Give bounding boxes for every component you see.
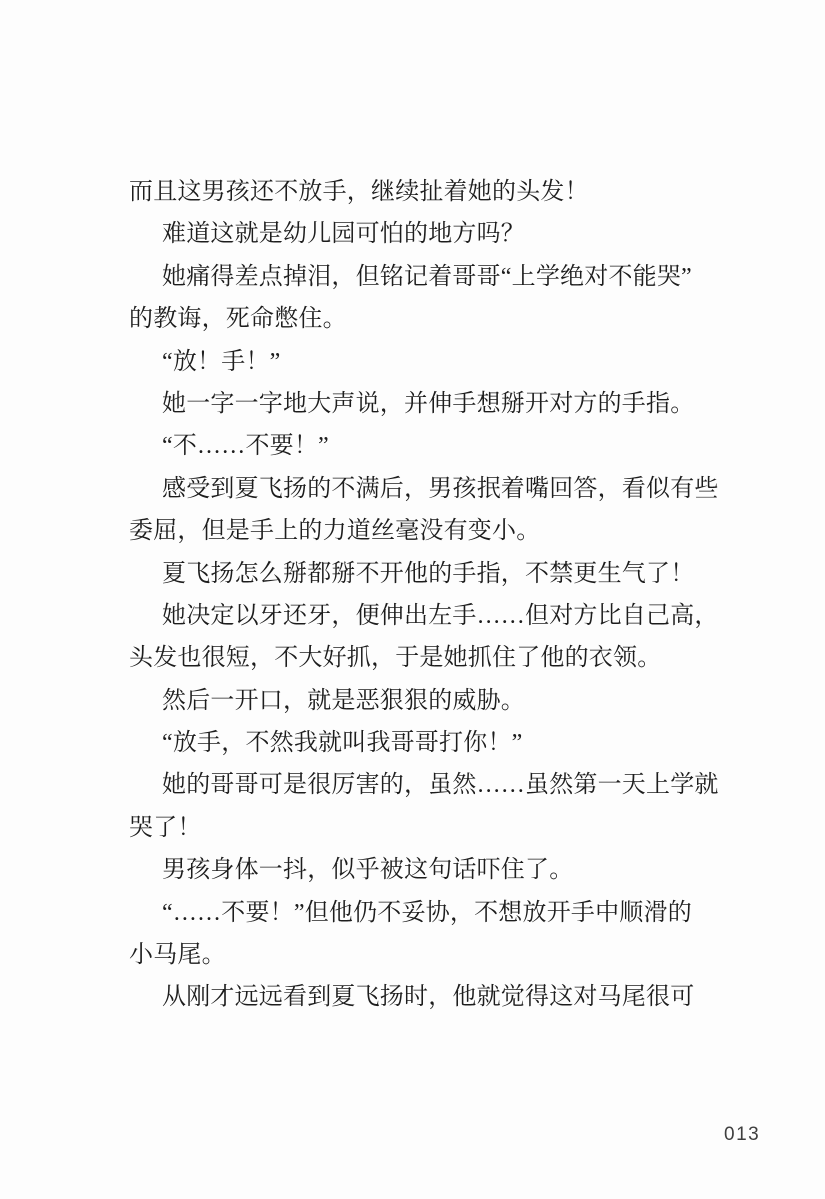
text-line: 而且这男孩还不放手，继续扯着她的头发！ [129, 179, 589, 205]
page-number: 013 [724, 1124, 761, 1145]
text-line: “放！手！” [162, 348, 281, 375]
text-line: 哭了！ [129, 814, 202, 841]
text-line: 夏飞扬怎么掰都掰不开他的手指，不禁更生气了！ [162, 560, 695, 587]
text-line: 然后一开口，就是恶狠狠的威胁。 [162, 687, 525, 714]
text-line: 感受到夏飞扬的不满后，男孩抿着嘴回答，看似有些 [162, 475, 719, 502]
text-line: 头发也很短，不大好抓，于是她抓住了他的衣领。 [129, 645, 662, 672]
text-line: “不……不要！” [162, 433, 329, 460]
text-line: 从刚才远远看到夏飞扬时，他就觉得这对马尾很可 [162, 984, 695, 1011]
text-line: 男孩身体一抖，似乎被这句话吓住了。 [162, 857, 574, 884]
text-line: “……不要！”但他仍不妥协，不想放开手中顺滑的 [162, 899, 692, 926]
text-line: 小马尾。 [129, 942, 226, 969]
text-line: 的教诲，死命憋住。 [129, 306, 347, 333]
text-line: 她的哥哥可是很厉害的，虽然……虽然第一天上学就 [162, 772, 719, 799]
text-line: 难道这就是幼儿园可怕的地方吗？ [162, 221, 525, 248]
text-line: 她一字一字地大声说，并伸手想掰开对方的手指。 [162, 390, 695, 417]
text-line: 她决定以牙还牙，便伸出左手……但对方比自己高， [162, 602, 719, 629]
text-line: 她痛得差点掉泪，但铭记着哥哥“上学绝对不能哭” [162, 263, 692, 290]
text-line: 委屈，但是手上的力道丝毫没有变小。 [129, 518, 541, 545]
body-text [129, 171, 721, 1019]
text-line: “放手，不然我就叫我哥哥打你！” [162, 730, 523, 757]
